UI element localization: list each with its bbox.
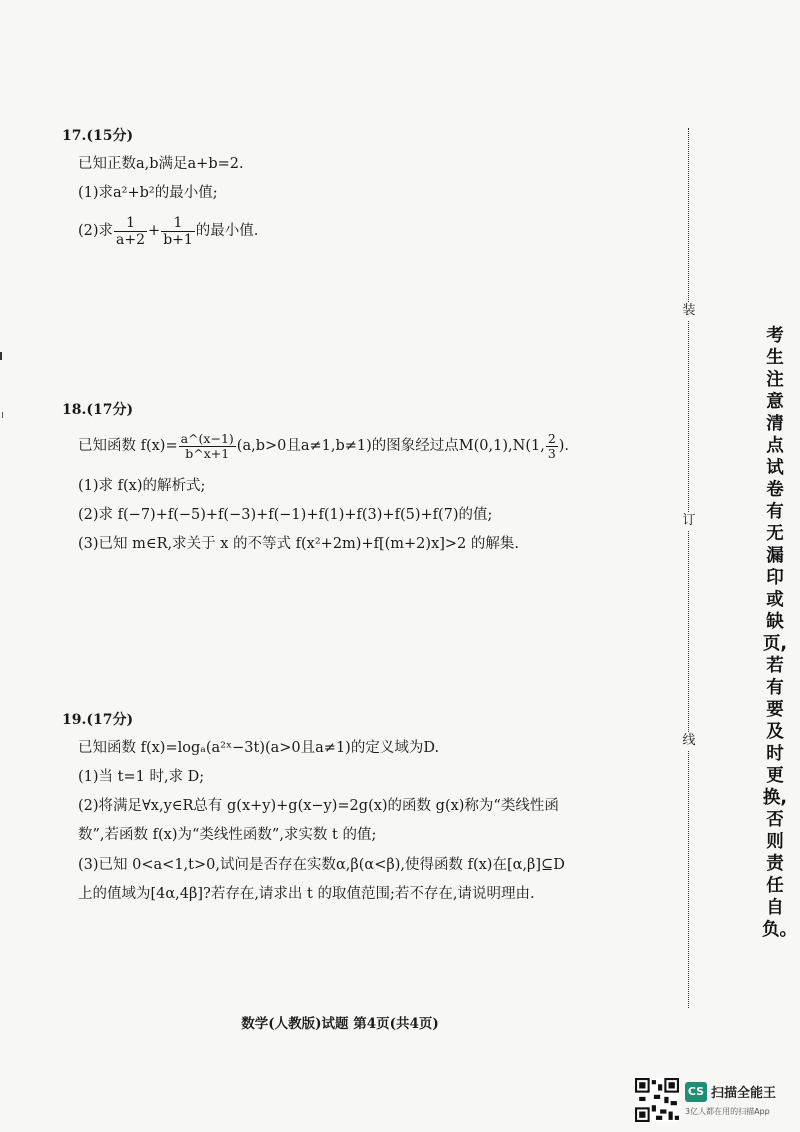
question-18-part-2: (2)求 f(−7)+f(−5)+f(−3)+f(−1)+f(1)+f(3)+f(5)+f(7)的值; xyxy=(78,507,493,523)
fraction-1 xyxy=(114,215,147,248)
question-17-part-1: (1)求a²+b²的最小值; xyxy=(78,185,218,201)
function-denominator: b^x+1 xyxy=(179,446,236,461)
question-18-part-3: (3)已知 m∈R,求关于 x 的不等式 f(x²+2m)+f[(m+2)x]>2 的解集. xyxy=(78,536,519,552)
fraction-2-numerator: 1 xyxy=(173,214,183,231)
scanner-app-name: 扫描全能王 xyxy=(711,1086,777,1101)
question-17-part-2 xyxy=(78,214,258,248)
question-18-stem xyxy=(78,428,569,464)
binding-label-xian: 线 xyxy=(680,732,698,750)
stem-prefix: 已知函数 f(x)= xyxy=(78,438,178,454)
point-n-right: ). xyxy=(558,438,570,454)
scan-mark xyxy=(0,352,5,360)
question-19-header: 19.(17分) xyxy=(62,712,134,728)
point-n-fraction xyxy=(546,432,558,461)
point-n-denominator: 3 xyxy=(547,445,556,461)
fraction-1-denominator: a+2 xyxy=(116,231,146,248)
question-19-part-1: (1)当 t=1 时,求 D; xyxy=(78,769,205,785)
page-footer: 数学(人教版)试题 第4页(共4页) xyxy=(241,1016,439,1032)
binding-dotted-line xyxy=(688,128,689,1008)
fraction-2-denominator: b+1 xyxy=(163,231,193,248)
part-2-prefix: (2)求 xyxy=(78,223,114,239)
question-18-part-1: (1)求 f(x)的解析式; xyxy=(78,478,206,494)
question-19-stem: 已知函数 f(x)=logₐ(a²ˣ−3t)(a>0且a≠1)的定义域为D. xyxy=(78,740,440,756)
point-n-numerator: 2 xyxy=(547,430,556,446)
scanner-slogan: 3亿人都在用的扫描App xyxy=(685,1107,770,1116)
question-19-part-2-line-1: (2)将满足∀x,y∈R总有 g(x+y)+g(x−y)=2g(x)的函数 g(x)称为“类线性函 xyxy=(78,798,559,814)
fraction-2 xyxy=(161,215,195,248)
camscanner-logo: CS xyxy=(685,1082,707,1102)
candidate-notice: 考生注意清点试卷有无漏印或缺页,若有要及时更换,否则责任自负。 xyxy=(762,326,797,940)
question-18-header: 18.(17分) xyxy=(62,402,134,418)
question-19-part-3-line-2: 上的值域为[4α,4β]?若存在,请求出 t 的取值范围;若不存在,请说明理由. xyxy=(78,886,535,902)
binding-label-zhuang: 装 xyxy=(680,302,698,320)
plus-sign: + xyxy=(148,223,161,239)
question-19-part-3-line-1: (3)已知 0<a<1,t>0,试问是否存在实数α,β(α<β),使得函数 f(x)在[α,β]⊆D xyxy=(78,857,565,873)
qr-code-icon xyxy=(635,1078,679,1122)
scan-mark xyxy=(2,412,5,418)
question-19-part-2-line-2: 数”,若函数 f(x)为“类线性函数”,求实数 t 的值; xyxy=(78,827,377,843)
function-numerator: a^(x−1) xyxy=(180,430,234,446)
question-17-header: 17.(15分) xyxy=(62,128,134,144)
stem-middle: (a,b>0且a≠1,b≠1)的图象经过点M(0,1),N xyxy=(236,438,526,454)
binding-label-ding: 订 xyxy=(680,512,698,530)
function-fraction xyxy=(179,432,236,461)
part-2-suffix: 的最小值. xyxy=(195,223,259,239)
question-17-stem: 已知正数a,b满足a+b=2. xyxy=(78,156,244,172)
fraction-1-numerator: 1 xyxy=(126,214,135,231)
point-n-left: (1, xyxy=(525,438,545,454)
scanner-watermark xyxy=(635,1078,795,1122)
